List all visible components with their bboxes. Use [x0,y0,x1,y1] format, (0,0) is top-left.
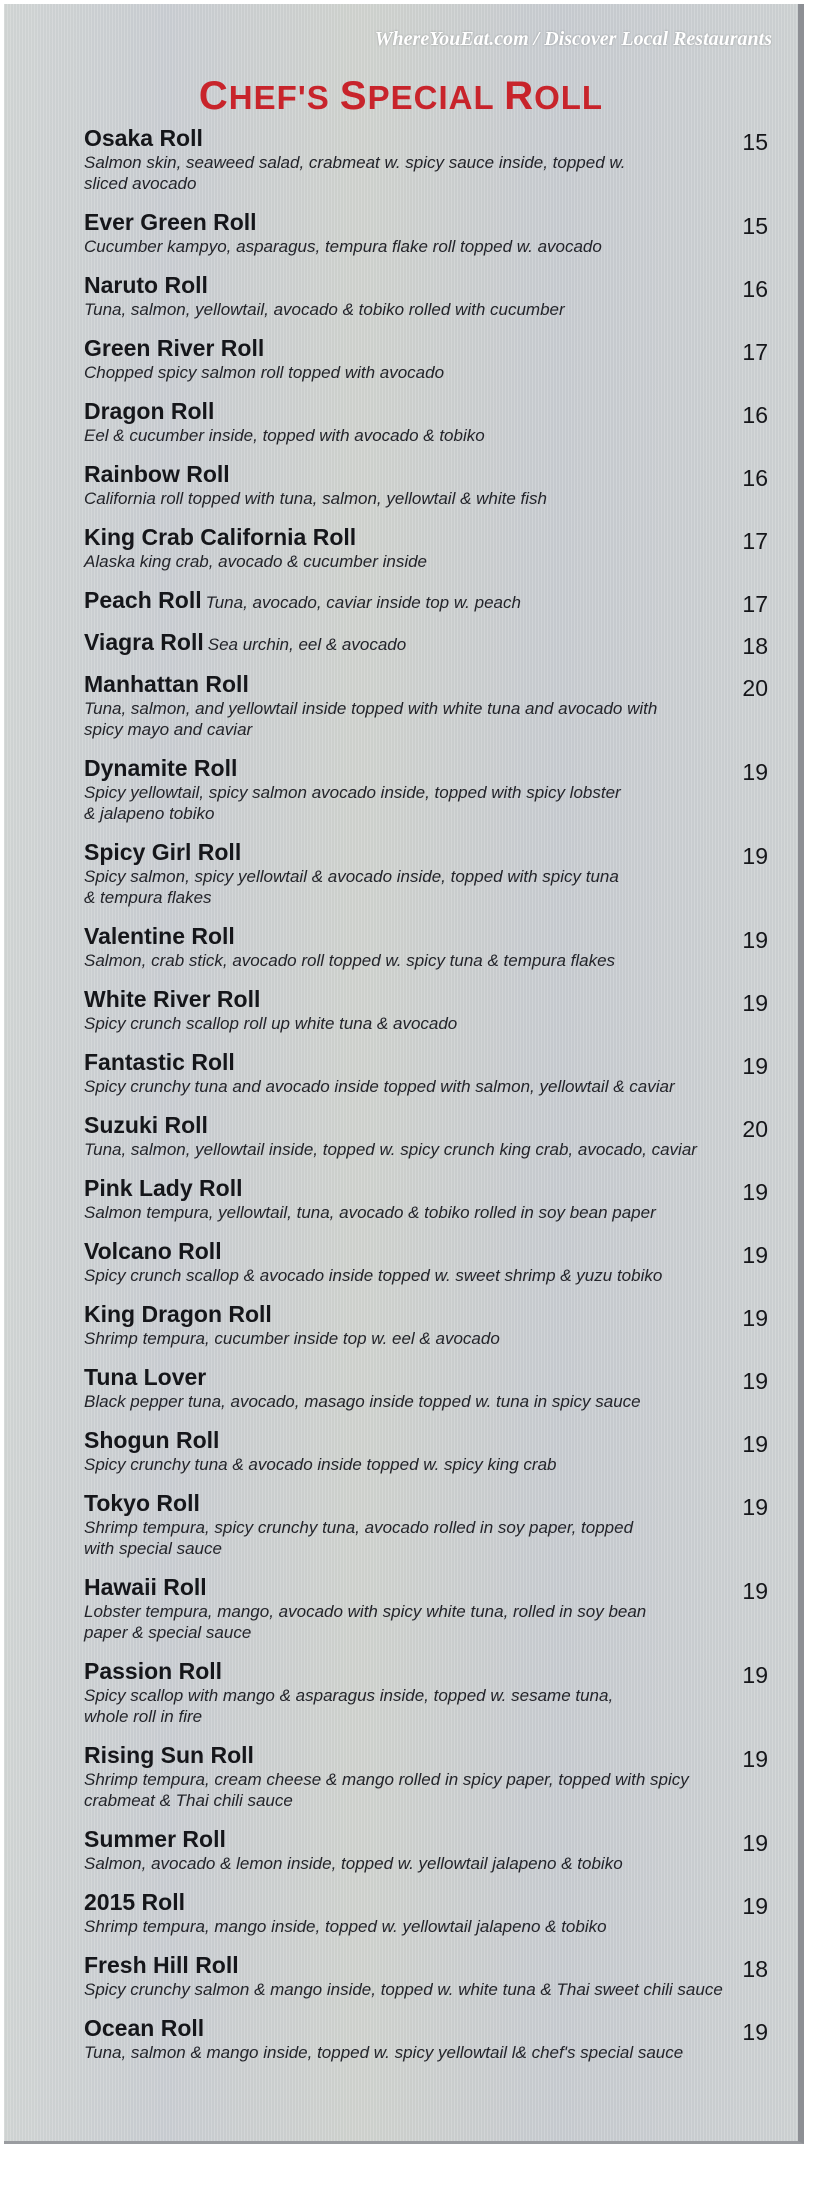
menu-item-price: 18 [742,1956,768,1982]
menu-item-name: Tokyo Roll [84,1490,200,1516]
menu-item-price: 19 [742,1662,768,1688]
menu-item-description: Sea urchin, eel & avocado [207,635,407,654]
menu-item-description-line: crabmeat & Thai chili sauce [84,1791,293,1810]
menu-item [84,985,768,1048]
menu-item-description-line: California roll topped with tuna, salmon, yellowtail & white fish [84,489,548,508]
menu-item-description-line: Salmon skin, seaweed salad, crabmeat w. spicy sauce inside, topped w. [84,153,626,172]
menu-item [84,1741,768,1825]
menu-item-price: 19 [742,1242,768,1268]
menu-item-description-line: & tempura flakes [84,888,212,907]
menu-item-name: Ever Green Roll [84,209,257,235]
menu-item [84,1825,768,1888]
menu-item-name: Summer Roll [84,1826,226,1852]
menu-item [84,124,768,208]
menu-item-description-line: Tuna, salmon, yellowtail, avocado & tobiko rolled with cucumber [84,300,565,319]
menu-item [84,754,768,838]
menu-item [84,1300,768,1363]
menu-item-description-line: Cucumber kampyo, asparagus, tempura flake roll topped w. avocado [84,237,602,256]
menu-item-header [84,1825,768,1856]
menu-item [84,1363,768,1426]
menu-item-name: Naruto Roll [84,272,208,298]
menu-item-name: Suzuki Roll [84,1112,208,1138]
menu-item-header [84,985,768,1016]
menu-item-name: Pink Lady Roll [84,1175,243,1201]
menu-item-description: Tuna, avocado, caviar inside top w. peach [205,593,521,612]
menu-item [84,628,768,670]
menu-item-description-line: Spicy crunchy tuna and avocado inside topped with salmon, yellowtail & caviar [84,1077,675,1096]
menu-item-price: 19 [742,1053,768,1079]
menu-item-header [84,1741,768,1772]
menu-item-header [84,397,768,428]
menu-item-description-line: Shrimp tempura, mango inside, topped w. yellowtail jalapeno & tobiko [84,1917,607,1936]
menu-item-header [84,838,768,869]
menu-item [84,1048,768,1111]
menu-item [84,1657,768,1741]
menu-item-name: Tuna Lover [84,1364,207,1390]
menu-item-name: Rainbow Roll [84,461,230,487]
menu-item-header [84,523,768,554]
menu-item-header [84,1363,768,1394]
menu-item-name: Shogun Roll [84,1427,220,1453]
menu-item-description-line: Tuna, salmon, and yellowtail inside topped with white tuna and avocado with [84,699,658,718]
menu-item-description-line: Spicy crunch scallop & avocado inside topped w. sweet shrimp & yuzu tobiko [84,1266,663,1285]
menu-item-price: 19 [742,759,768,785]
menu-item-header [84,1237,768,1268]
menu-item-price: 19 [742,1746,768,1772]
menu-item-name: Green River Roll [84,335,265,361]
menu-item-name: Fresh Hill Roll [84,1952,239,1978]
menu-item-price: 20 [742,675,768,701]
menu-item [84,460,768,523]
menu-item [84,1237,768,1300]
menu-item [84,838,768,922]
menu-item-price: 19 [742,990,768,1016]
menu-item [84,1951,768,2014]
menu-item [84,1888,768,1951]
menu-item [84,670,768,754]
menu-item-price: 17 [742,339,768,365]
menu-item-description-line: spicy mayo and caviar [84,720,253,739]
menu-item-price: 17 [742,528,768,554]
menu-item-header [84,1048,768,1079]
menu-item [84,1489,768,1573]
menu-item-header [84,460,768,491]
menu-item-description-line: Tuna, salmon, yellowtail inside, topped w. spicy crunch king crab, avocado, caviar [84,1140,697,1159]
watermark-text: WhereYouEat.com / Discover Local Restaurants [374,28,772,50]
menu-item-header [84,1657,768,1688]
menu-item-header [84,586,768,617]
menu-item-description-line: Spicy crunchy salmon & mango inside, topped w. white tuna & Thai sweet chili sauce [84,1980,723,1999]
menu-item-list [84,124,768,2077]
menu-item-description-line: Eel & cucumber inside, topped with avocado & tobiko [84,426,485,445]
menu-item [84,1174,768,1237]
menu-item-description-line: sliced avocado [84,174,197,193]
menu-item [84,922,768,985]
menu-item-price: 15 [742,129,768,155]
menu-item-price: 19 [742,1830,768,1856]
menu-item-header [84,124,768,155]
menu-item [84,2014,768,2077]
menu-item-price: 19 [742,1494,768,1520]
menu-item-name: Dragon Roll [84,398,215,424]
menu-item-price: 19 [742,1893,768,1919]
menu-item-description-line: Spicy crunch scallop roll up white tuna & avocado [84,1014,458,1033]
menu-item-description-line: with special sauce [84,1539,222,1558]
menu-item-price: 17 [742,591,768,617]
menu-item-price: 15 [742,213,768,239]
menu-item [84,397,768,460]
menu-item-price: 16 [742,465,768,491]
menu-item-price: 19 [742,843,768,869]
menu-item-name: Peach Roll [84,587,202,613]
menu-item-name: Spicy Girl Roll [84,839,242,865]
menu-item-description-line: Chopped spicy salmon roll topped with avocado [84,363,445,382]
menu-item-description-line: whole roll in fire [84,1707,203,1726]
menu-item-description-line: Shrimp tempura, spicy crunchy tuna, avocado rolled in soy paper, topped [84,1518,634,1537]
menu-item [84,586,768,628]
menu-item-name: Passion Roll [84,1658,223,1684]
menu-item-header [84,2014,768,2045]
menu-item-price: 19 [742,2019,768,2045]
menu-item [84,208,768,271]
menu-item-header [84,1489,768,1520]
menu-item-description-line: Spicy salmon, spicy yellowtail & avocado inside, topped with spicy tuna [84,867,619,886]
page-bottom-margin [0,2148,815,2206]
menu-card [4,4,804,2144]
menu-item-name: King Crab California Roll [84,524,357,550]
menu-item-header [84,1426,768,1457]
menu-item-header [84,1300,768,1331]
menu-item-name: Rising Sun Roll [84,1742,254,1768]
menu-item-header [84,754,768,785]
menu-item-name: Manhattan Roll [84,671,249,697]
title-word: ROLL [504,74,604,118]
menu-item-description-line: Tuna, salmon & mango inside, topped w. spicy yellowtail l& chef's special sauce [84,2043,684,2062]
menu-item-header [84,334,768,365]
menu-item [84,523,768,586]
menu-item-price: 19 [742,1179,768,1205]
title-word: SPECIAL [339,74,495,118]
menu-item-price: 19 [742,1368,768,1394]
menu-item-name: Fantastic Roll [84,1049,235,1075]
menu-item [84,1426,768,1489]
menu-item-price: 18 [742,633,768,659]
menu-item-description-line: & jalapeno tobiko [84,804,215,823]
menu-item-header [84,1573,768,1604]
menu-item-price: 19 [742,927,768,953]
menu-item [84,1573,768,1657]
menu-item-name: 2015 Roll [84,1889,185,1915]
menu-item-header [84,271,768,302]
menu-item-name: Hawaii Roll [84,1574,207,1600]
menu-item-description-line: Salmon, avocado & lemon inside, topped w. yellowtail jalapeno & tobiko [84,1854,623,1873]
menu-item-header [84,670,768,701]
menu-item-header [84,1174,768,1205]
menu-item-description-line: Spicy yellowtail, spicy salmon avocado inside, topped with spicy lobster [84,783,621,802]
menu-item-price: 20 [742,1116,768,1142]
menu-item-name: Osaka Roll [84,125,203,151]
page-title [4,74,798,119]
menu-item-description-line: Salmon, crab stick, avocado roll topped w. spicy tuna & tempura flakes [84,951,616,970]
menu-item-price: 19 [742,1431,768,1457]
menu-item-header [84,1951,768,1982]
menu-item-description-line: Salmon tempura, yellowtail, tuna, avocado & tobiko rolled in soy bean paper [84,1203,656,1222]
menu-item-header [84,208,768,239]
menu-item-price: 19 [742,1578,768,1604]
menu-item-description-line: Shrimp tempura, cream cheese & mango rolled in spicy paper, topped with spicy [84,1770,689,1789]
menu-item [84,1111,768,1174]
menu-item-header [84,922,768,953]
menu-item-description-line: Alaska king crab, avocado & cucumber inside [84,552,428,571]
menu-item-description-line: Lobster tempura, mango, avocado with spicy white tuna, rolled in soy bean [84,1602,647,1621]
menu-item-description-line: Black pepper tuna, avocado, masago inside topped w. tuna in spicy sauce [84,1392,641,1411]
menu-item-header [84,1111,768,1142]
menu-item-header [84,628,768,659]
menu-item [84,334,768,397]
menu-item-header [84,1888,768,1919]
menu-item-name: Valentine Roll [84,923,235,949]
menu-item-description-line: Spicy crunchy tuna & avocado inside topped w. spicy king crab [84,1455,557,1474]
menu-item-description-line: Spicy scallop with mango & asparagus inside, topped w. sesame tuna, [84,1686,614,1705]
menu-item [84,271,768,334]
menu-item-price: 16 [742,276,768,302]
menu-item-name: White River Roll [84,986,261,1012]
menu-item-price: 16 [742,402,768,428]
menu-item-description-line: paper & special sauce [84,1623,252,1642]
menu-item-name: Volcano Roll [84,1238,222,1264]
menu-item-name: Dynamite Roll [84,755,238,781]
title-word: CHEF'S [198,74,330,118]
menu-item-price: 19 [742,1305,768,1331]
menu-item-description-line: Shrimp tempura, cucumber inside top w. eel & avocado [84,1329,500,1348]
menu-item-name: King Dragon Roll [84,1301,272,1327]
menu-item-name: Ocean Roll [84,2015,205,2041]
menu-item-name: Viagra Roll [84,629,204,655]
